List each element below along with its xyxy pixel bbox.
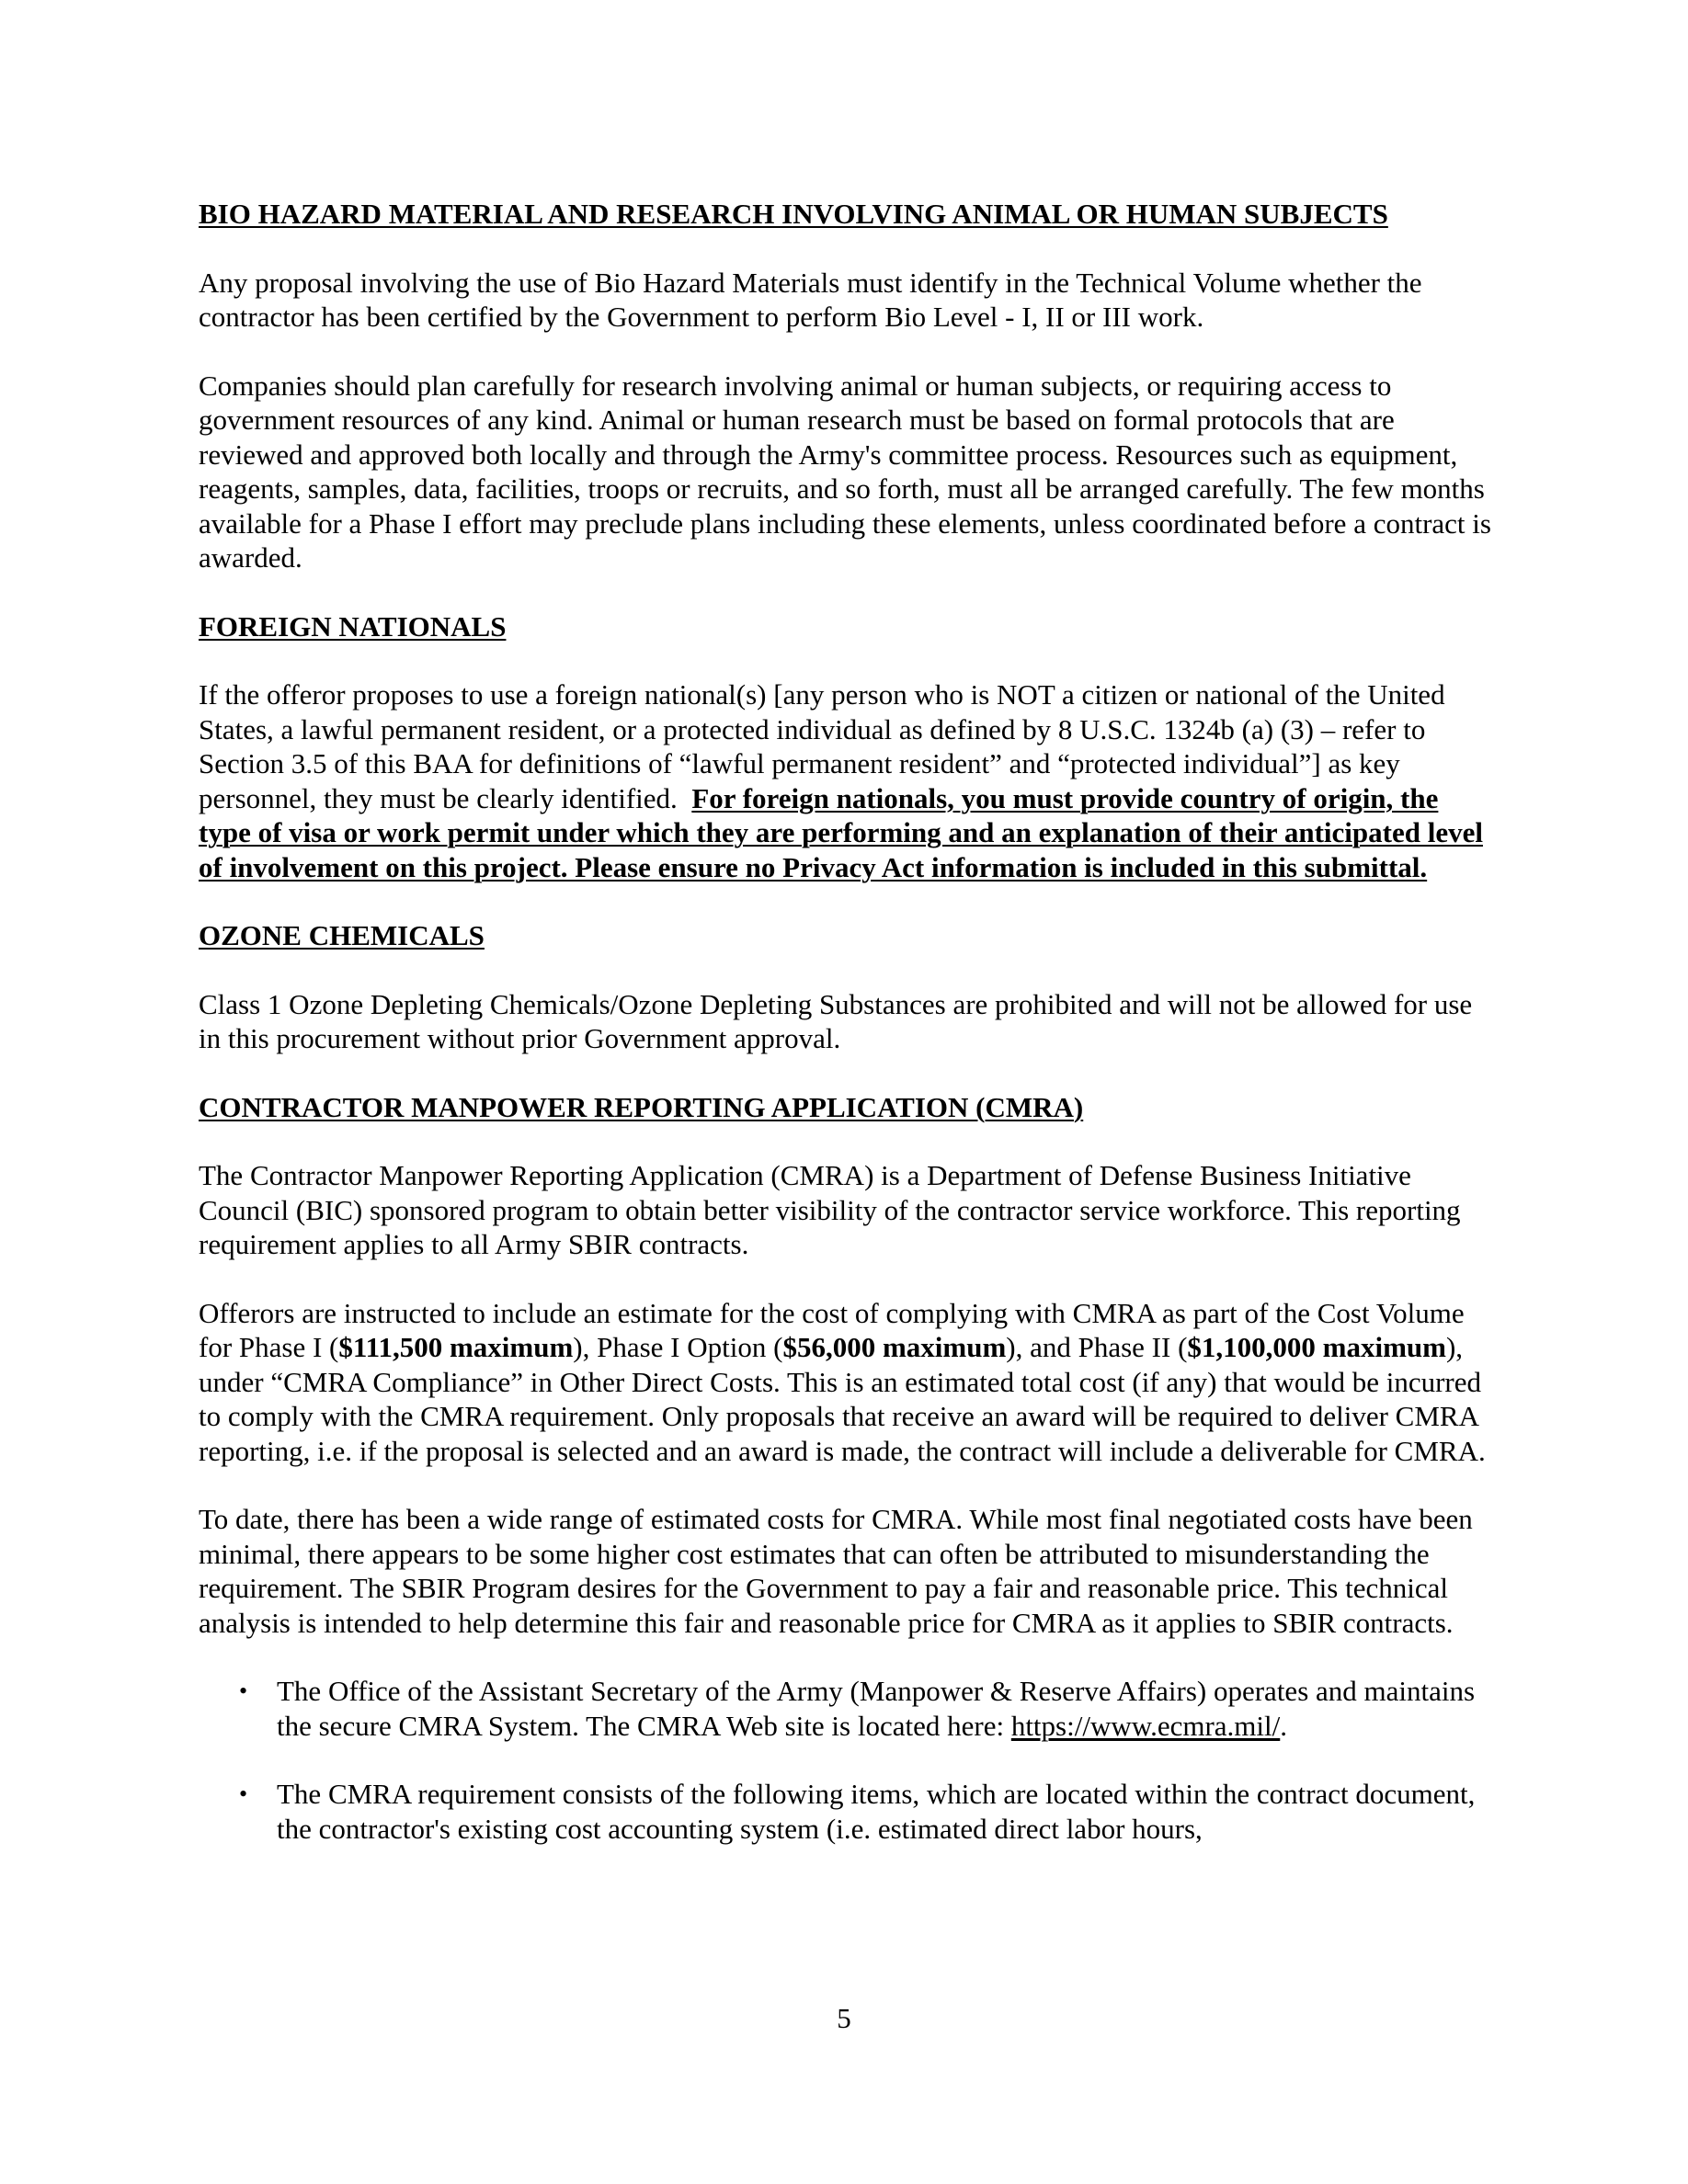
cmra-paragraph-2 xyxy=(199,1296,1495,1469)
ozone-paragraph: Class 1 Ozone Depleting Chemicals/Ozone Depleting Substances are prohibited and will not be allowed for use in this procurement without prior Government approval. xyxy=(199,987,1473,1054)
heading-cmra: CONTRACTOR MANPOWER REPORTING APPLICATION (CMRA) xyxy=(199,1090,1084,1123)
document-page xyxy=(199,197,1495,1880)
phase-1-option-maximum: $56,000 maximum xyxy=(782,1331,1007,1363)
bullet-1-end: . xyxy=(1280,1709,1288,1742)
bullet-2-text: The CMRA requirement consists of the following items, which are located within the contract document, the contractor's existing cost accounting system (i.e. estimated direct labor hours, xyxy=(277,1778,1476,1845)
cmra-bullet-list xyxy=(199,1674,1495,1846)
heading-ozone-chemicals: OZONE CHEMICALS xyxy=(199,919,485,951)
ecmra-link[interactable]: https://www.ecmra.mil/ xyxy=(1010,1709,1281,1742)
cmra-text-1: Offerors are instructed to include an estimate for the cost of complying with CMRA as part of the Cost Volume for Phase I ( xyxy=(199,1296,1465,1363)
cmra-paragraph-3: To date, there has been a wide range of estimated costs for CMRA. While most final negotiated costs have been minimal, there appears to be some higher cost estimates that can often be attributed to misunderstanding the requirement. The SBIR Program desires for the Government to pay a fair and reasonable price. This technical analysis is intended to help determine this fair and reasonable price for CMRA as it applies to SBIR contracts. xyxy=(199,1503,1473,1639)
bullet-icon: • xyxy=(239,1678,248,1704)
cmra-text-4: ), under “CMRA Compliance” in Other Direct Costs. This is an estimated total cost (if any) that would be incurred to comply with the CMRA requirement. Only proposals that receive an award will be required to deliver CMRA reporting, i.e. if the proposal is selected and an award is made, the contract will include a deliverable for CMRA. xyxy=(199,1331,1486,1467)
foreign-nationals-text: If the offeror proposes to use a foreign national(s) [any person who is NOT a citizen or national of the United States, a lawful permanent resident, or a protected individual as defined by 8 U.S.C. 1324b (a) (3) – refer to Section 3.5 of this BAA for definitions of “lawful permanent resident” and “protected individual”] as key personnel, they must be clearly identified. xyxy=(199,678,1445,814)
biohazard-paragraph-2: Companies should plan carefully for research involving animal or human subjects, or requiring access to government resources of any kind. Animal or human research must be based on formal protocols that are reviewed and approved both locally and through the Army's committee process. Resources such as equipment, reagents, samples, data, facilities, troops or recruits, and so forth, must all be arranged carefully. The few months available for a Phase I effort may preclude plans including these elements, unless coordinated before a contract is awarded. xyxy=(199,369,1491,574)
list-item xyxy=(199,1674,1495,1743)
cmra-text-2: ), Phase I Option ( xyxy=(573,1331,783,1363)
phase-1-maximum: $111,500 maximum xyxy=(338,1331,574,1363)
list-item xyxy=(199,1777,1495,1846)
cmra-text-3: ), and Phase II ( xyxy=(1006,1331,1188,1363)
page-number: 5 xyxy=(837,2002,851,2034)
phase-2-maximum: $1,100,000 maximum xyxy=(1187,1331,1446,1363)
foreign-nationals-paragraph xyxy=(199,677,1495,884)
foreign-nationals-requirement: For foreign nationals, you must provide country of origin, the type of visa or work permit under which they are performing and an explanation of their anticipated level of involvement on this project. Please ensure no Privacy Act information is included in this submittal. xyxy=(199,781,1483,883)
heading-foreign-nationals: FOREIGN NATIONALS xyxy=(199,609,507,643)
cmra-paragraph-1: The Contractor Manpower Reporting Application (CMRA) is a Department of Defense Business Initiative Council (BIC) sponsored program to obtain better visibility of the contractor service workforce. This reporting requirement applies to all Army SBIR contracts. xyxy=(199,1159,1461,1260)
bullet-1-text: The Office of the Assistant Secretary of the Army (Manpower & Reserve Affairs) operates and maintains the secure CMRA System. The CMRA Web site is located here: xyxy=(277,1675,1476,1742)
biohazard-paragraph-1: Any proposal involving the use of Bio Hazard Materials must identify in the Technical Volume whether the contractor has been certified by the Government to perform Bio Level - I, II or III work. xyxy=(199,266,1422,333)
bullet-icon: • xyxy=(239,1780,248,1807)
heading-biohazard: BIO HAZARD MATERIAL AND RESEARCH INVOLVING ANIMAL OR HUMAN SUBJECTS xyxy=(199,198,1388,230)
